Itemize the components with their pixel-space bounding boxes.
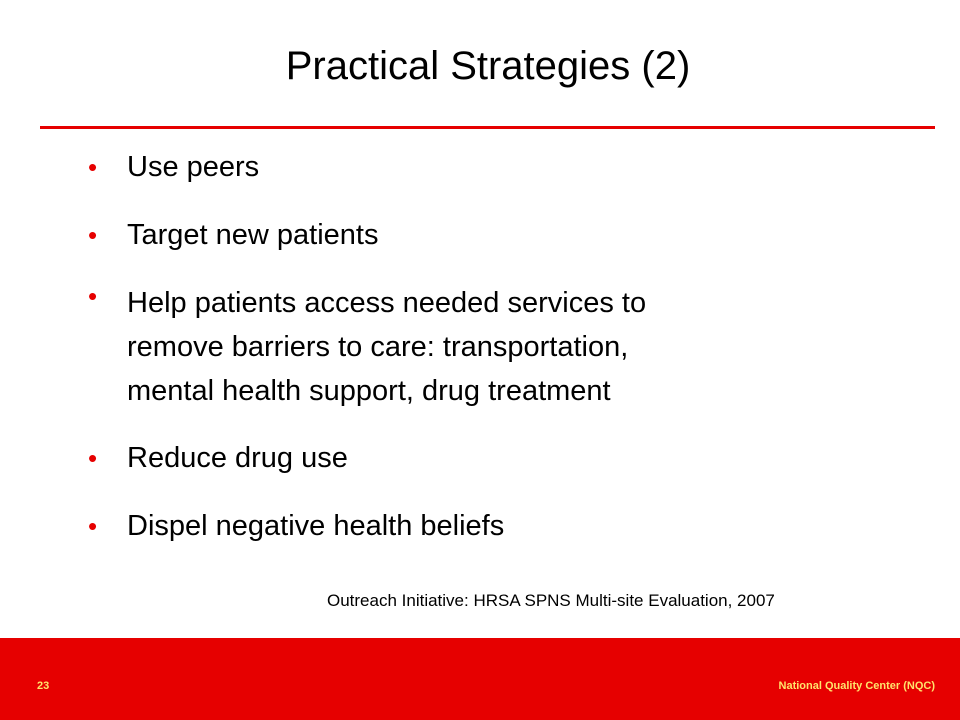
bullet-text-line: Help patients access needed services to: [127, 287, 647, 319]
bullet-text: Use peers: [127, 151, 260, 183]
bullet-text: Reduce drug use: [127, 442, 348, 474]
bullet-item: [88, 148, 848, 186]
bullet-dot-icon: •: [88, 220, 98, 250]
bullet-item: [88, 439, 848, 477]
slide-title: Practical Strategies (2): [285, 44, 691, 88]
footer-organization: National Quality Center (NQC): [778, 680, 935, 692]
bullet-dot-icon: •: [88, 511, 98, 541]
bullet-item: [88, 507, 848, 545]
title-divider: [40, 126, 935, 129]
footer-bar: [0, 638, 960, 720]
slide-number: 23: [37, 680, 50, 692]
bullet-text-line: mental health support, drug treatment: [127, 375, 611, 407]
bullet-dot-icon: •: [88, 443, 98, 473]
bullet-dot-icon: •: [88, 152, 98, 182]
source-citation: Outreach Initiative: HRSA SPNS Multi-site Evaluation, 2007: [327, 591, 775, 610]
bullet-item: [88, 216, 848, 254]
bullet-dot-icon: •: [88, 281, 98, 311]
bullet-text: Dispel negative health beliefs: [127, 510, 505, 542]
bullet-text-line: remove barriers to care: transportation,: [127, 331, 629, 363]
bullet-text: Target new patients: [127, 219, 379, 251]
bullet-item: [88, 277, 848, 418]
bullet-list: [88, 148, 848, 575]
